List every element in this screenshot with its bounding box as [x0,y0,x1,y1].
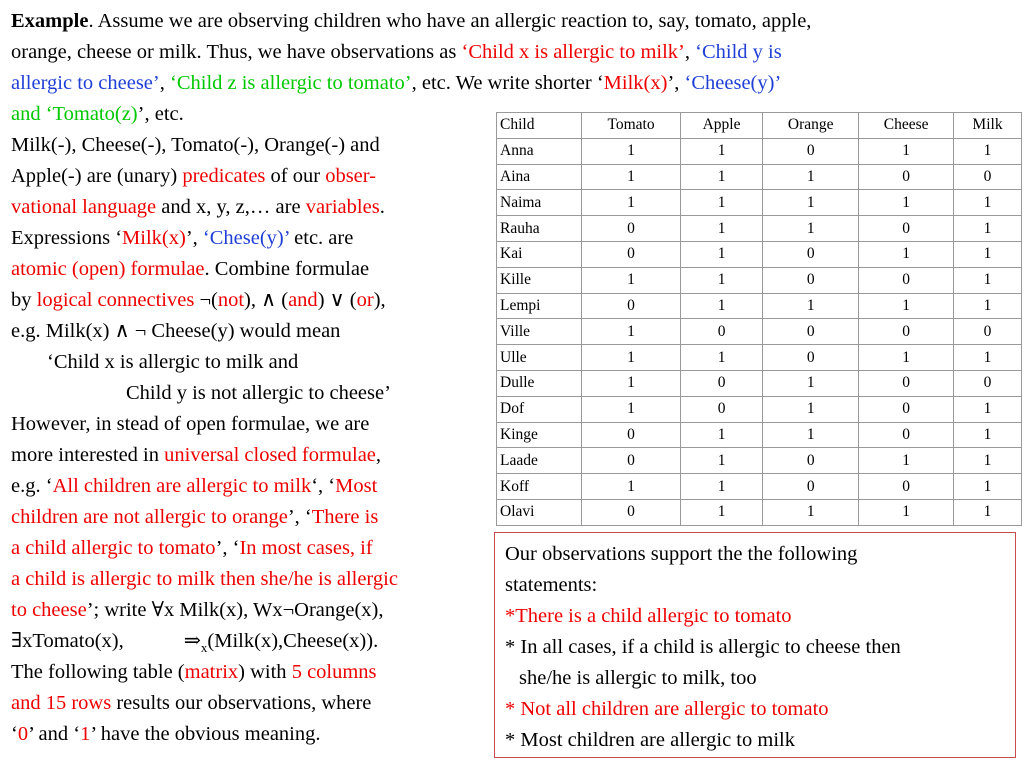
table-cell: 1 [859,241,954,267]
text: ’, [667,72,685,94]
text: e.g. ‘ [11,475,53,497]
table-cell: 0 [681,319,763,345]
table-cell: 0 [859,216,954,242]
table-cell: 1 [954,216,1022,242]
highlight: allergic to cheese’ [11,72,160,94]
table-body [497,138,1022,525]
table-cell: 1 [681,216,763,242]
text-line [11,37,1015,68]
table-cell: 0 [681,396,763,422]
table-row [497,396,1022,422]
statement-item-continuation: she/he is allergic to milk, too [519,667,757,689]
table-cell: 1 [681,138,763,164]
text: ), ∧ ( [244,289,289,311]
text: more interested in [11,444,165,466]
table-cell: 1 [954,499,1022,525]
table-cell: 1 [681,448,763,474]
table-row [497,138,1022,164]
text: ’, ‘ [287,506,312,528]
highlight: There is [311,506,379,528]
text: The following table ( [11,661,185,683]
table-cell: 0 [582,422,681,448]
text: Expressions ‘ [11,227,123,249]
table-cell: 1 [859,138,954,164]
table-cell: 0 [859,267,954,293]
table-cell: 0 [763,319,859,345]
highlight: and 15 rows [11,692,112,714]
text: results our observations, where [111,692,372,714]
table-cell: 1 [582,138,681,164]
table-header-cell: Tomato [582,113,681,139]
table-cell: 0 [859,474,954,500]
table-cell: 1 [582,190,681,216]
text: ∃xTomato(x), [11,630,124,652]
text: Apple(-) are (unary) [11,165,183,187]
text: ’, ‘ [215,537,240,559]
highlight: ‘Child z is allergic to tomato’ [170,72,412,94]
table-cell: 1 [582,396,681,422]
highlight: a child is allergic to milk then she/he is allergic [11,568,398,590]
table-row [497,216,1022,242]
table-cell: 0 [859,422,954,448]
highlight: and [288,289,318,311]
text: , [159,72,170,94]
table-cell: 0 [954,164,1022,190]
highlight: universal closed formulae [164,444,376,466]
text: orange, cheese or milk. Thus, we have observations as [11,41,462,63]
table-cell: 1 [763,293,859,319]
table-cell: 0 [582,293,681,319]
text: ¬( [194,289,218,311]
highlight: to cheese [11,599,87,621]
statements-intro: Our observations support the the following [505,543,858,565]
table-row [497,422,1022,448]
table-cell: 1 [859,293,954,319]
text: of our [265,165,326,187]
table-cell: 0 [763,267,859,293]
table-cell: 0 [859,319,954,345]
table-cell: 1 [763,499,859,525]
child-name-cell: Koff [497,474,582,500]
highlight: matrix [184,661,239,683]
table-cell: 1 [859,499,954,525]
text: ’, [185,227,203,249]
table-cell: 1 [763,396,859,422]
table-cell: 1 [582,267,681,293]
child-name-cell: Naima [497,190,582,216]
table-cell: 1 [954,448,1022,474]
highlight: ‘Chese(y)’ [202,227,290,249]
table-cell: 0 [763,448,859,474]
table-row [497,448,1022,474]
text: ‘ [11,723,18,745]
table-header-cell: Apple [681,113,763,139]
table-cell: 1 [681,164,763,190]
text-line [11,68,1015,99]
highlight: ‘Child y is [695,41,782,63]
table-row [497,241,1022,267]
table-cell: 1 [681,293,763,319]
highlight: ‘Child x is allergic to milk’ [461,41,685,63]
table-cell: 1 [763,190,859,216]
child-name-cell: Laade [497,448,582,474]
text: ‘Child x is allergic to milk and [47,351,299,373]
highlight: logical connectives [36,289,195,311]
table-header-cell: Milk [954,113,1022,139]
text: . Assume we are observing children who have an allergic reaction to, say, tomato, apple, [88,10,812,32]
text: , [375,444,382,466]
allergy-matrix-table [496,112,1022,526]
highlight: In most cases, if [239,537,373,559]
subscript: x [200,640,208,656]
child-name-cell: Kai [497,241,582,267]
highlight: 5 columns [291,661,377,683]
child-name-cell: Kille [497,267,582,293]
text: ’; write ∀x Milk(x), Wx¬Orange(x), [86,599,384,621]
table-cell: 1 [859,190,954,216]
implies-symbol: ⇒ [183,630,201,652]
table-header-cell: Child [497,113,582,139]
text: ’, etc. [137,103,184,125]
highlight: Milk(x) [603,72,668,94]
example-heading: Example [11,10,89,32]
text: etc. are [289,227,354,249]
table-cell: 1 [681,422,763,448]
text: , etc. We write shorter ‘ [411,72,604,94]
highlight: not [217,289,245,311]
highlight: obser- [325,165,377,187]
table-cell: 1 [763,370,859,396]
table-cell: 1 [954,138,1022,164]
table-cell: 0 [859,396,954,422]
text: ‘, ‘ [311,475,336,497]
child-name-cell: Kinge [497,422,582,448]
child-name-cell: Dulle [497,370,582,396]
highlight: 0 [17,723,29,745]
table-cell: 1 [859,345,954,371]
text: . Combine formulae [204,258,370,280]
highlight: 1 [80,723,91,745]
table-row [497,370,1022,396]
table-header-cell: Cheese [859,113,954,139]
child-name-cell: Ville [497,319,582,345]
table-cell: 1 [681,499,763,525]
text: (Milk(x),Cheese(x)). [207,630,379,652]
text: ’ and ‘ [28,723,81,745]
table-cell: 1 [681,190,763,216]
table-cell: 0 [859,370,954,396]
table-cell: 0 [582,216,681,242]
table-cell: 0 [954,319,1022,345]
text: ) with [238,661,292,683]
table-row [497,474,1022,500]
table-cell: 1 [763,422,859,448]
text: and x, y, z,… are [156,196,306,218]
table-cell: 1 [582,370,681,396]
highlight: a child allergic to tomato [11,537,216,559]
text: by [11,289,37,311]
table-row [497,190,1022,216]
table-cell: 0 [763,474,859,500]
table-cell: 1 [582,164,681,190]
statement-item: * Most children are allergic to milk [505,729,795,751]
table-cell: 1 [954,422,1022,448]
highlight: atomic (open) formulae [11,258,205,280]
highlight: variables [305,196,380,218]
table-cell: 1 [582,474,681,500]
table-cell: 0 [954,370,1022,396]
text-line [11,6,1015,37]
text: . [379,196,385,218]
highlight: children are not allergic to orange [11,506,288,528]
table-cell: 1 [954,474,1022,500]
child-name-cell: Anna [497,138,582,164]
table-row [497,499,1022,525]
table-header-cell: Orange [763,113,859,139]
text: Milk(-), Cheese(-), Tomato(-), Orange(-) and [11,134,380,156]
highlight: Milk(x) [122,227,186,249]
highlight: or [356,289,374,311]
table-row [497,164,1022,190]
table-row [497,267,1022,293]
text: However, in stead of open formulae, we are [11,413,370,435]
statement-item: * In all cases, if a child is allergic to cheese then [505,636,901,658]
text: Child y is not allergic to cheese’ [126,382,391,404]
table-cell: 0 [763,345,859,371]
statement-item: * Not all children are allergic to tomato [505,698,829,720]
table-header-row [497,113,1022,139]
table-cell: 1 [582,319,681,345]
table-row [497,319,1022,345]
child-name-cell: Lempi [497,293,582,319]
table-cell: 1 [954,190,1022,216]
table-row [497,293,1022,319]
table-cell: 0 [763,241,859,267]
table-cell: 1 [954,293,1022,319]
text: ) ∨ ( [317,289,357,311]
table-cell: 0 [582,448,681,474]
child-name-cell: Dof [497,396,582,422]
statement-item: *There is a child allergic to tomato [505,605,792,627]
child-name-cell: Ulle [497,345,582,371]
table-cell: 0 [763,138,859,164]
child-name-cell: Aina [497,164,582,190]
table-cell: 1 [954,241,1022,267]
highlight: ‘Cheese(y)’ [684,72,782,94]
statements-intro: statements: [505,574,598,596]
text: e.g. Milk(x) ∧ ¬ Cheese(y) would mean [11,320,341,342]
table-cell: 0 [859,164,954,190]
table-cell: 1 [859,448,954,474]
text: ), [373,289,386,311]
table-cell: 1 [954,396,1022,422]
table-row [497,345,1022,371]
text: ’ have the obvious meaning. [90,723,321,745]
highlight: All children are allergic to milk [52,475,312,497]
table-cell: 0 [582,499,681,525]
table-cell: 1 [681,345,763,371]
highlight: vational language [11,196,157,218]
child-name-cell: Olavi [497,499,582,525]
highlight: Most [335,475,378,497]
table-cell: 1 [763,216,859,242]
table-cell: 1 [681,267,763,293]
table-cell: 1 [681,474,763,500]
highlight: predicates [182,165,266,187]
table-cell: 1 [954,267,1022,293]
table-cell: 1 [681,241,763,267]
table-cell: 1 [582,345,681,371]
table-cell: 0 [681,370,763,396]
child-name-cell: Rauha [497,216,582,242]
table-cell: 0 [582,241,681,267]
table-cell: 1 [763,164,859,190]
highlight: and ‘Tomato(z) [11,103,138,125]
table-cell: 1 [954,345,1022,371]
text: , [684,41,696,63]
statements-box [494,532,1016,758]
